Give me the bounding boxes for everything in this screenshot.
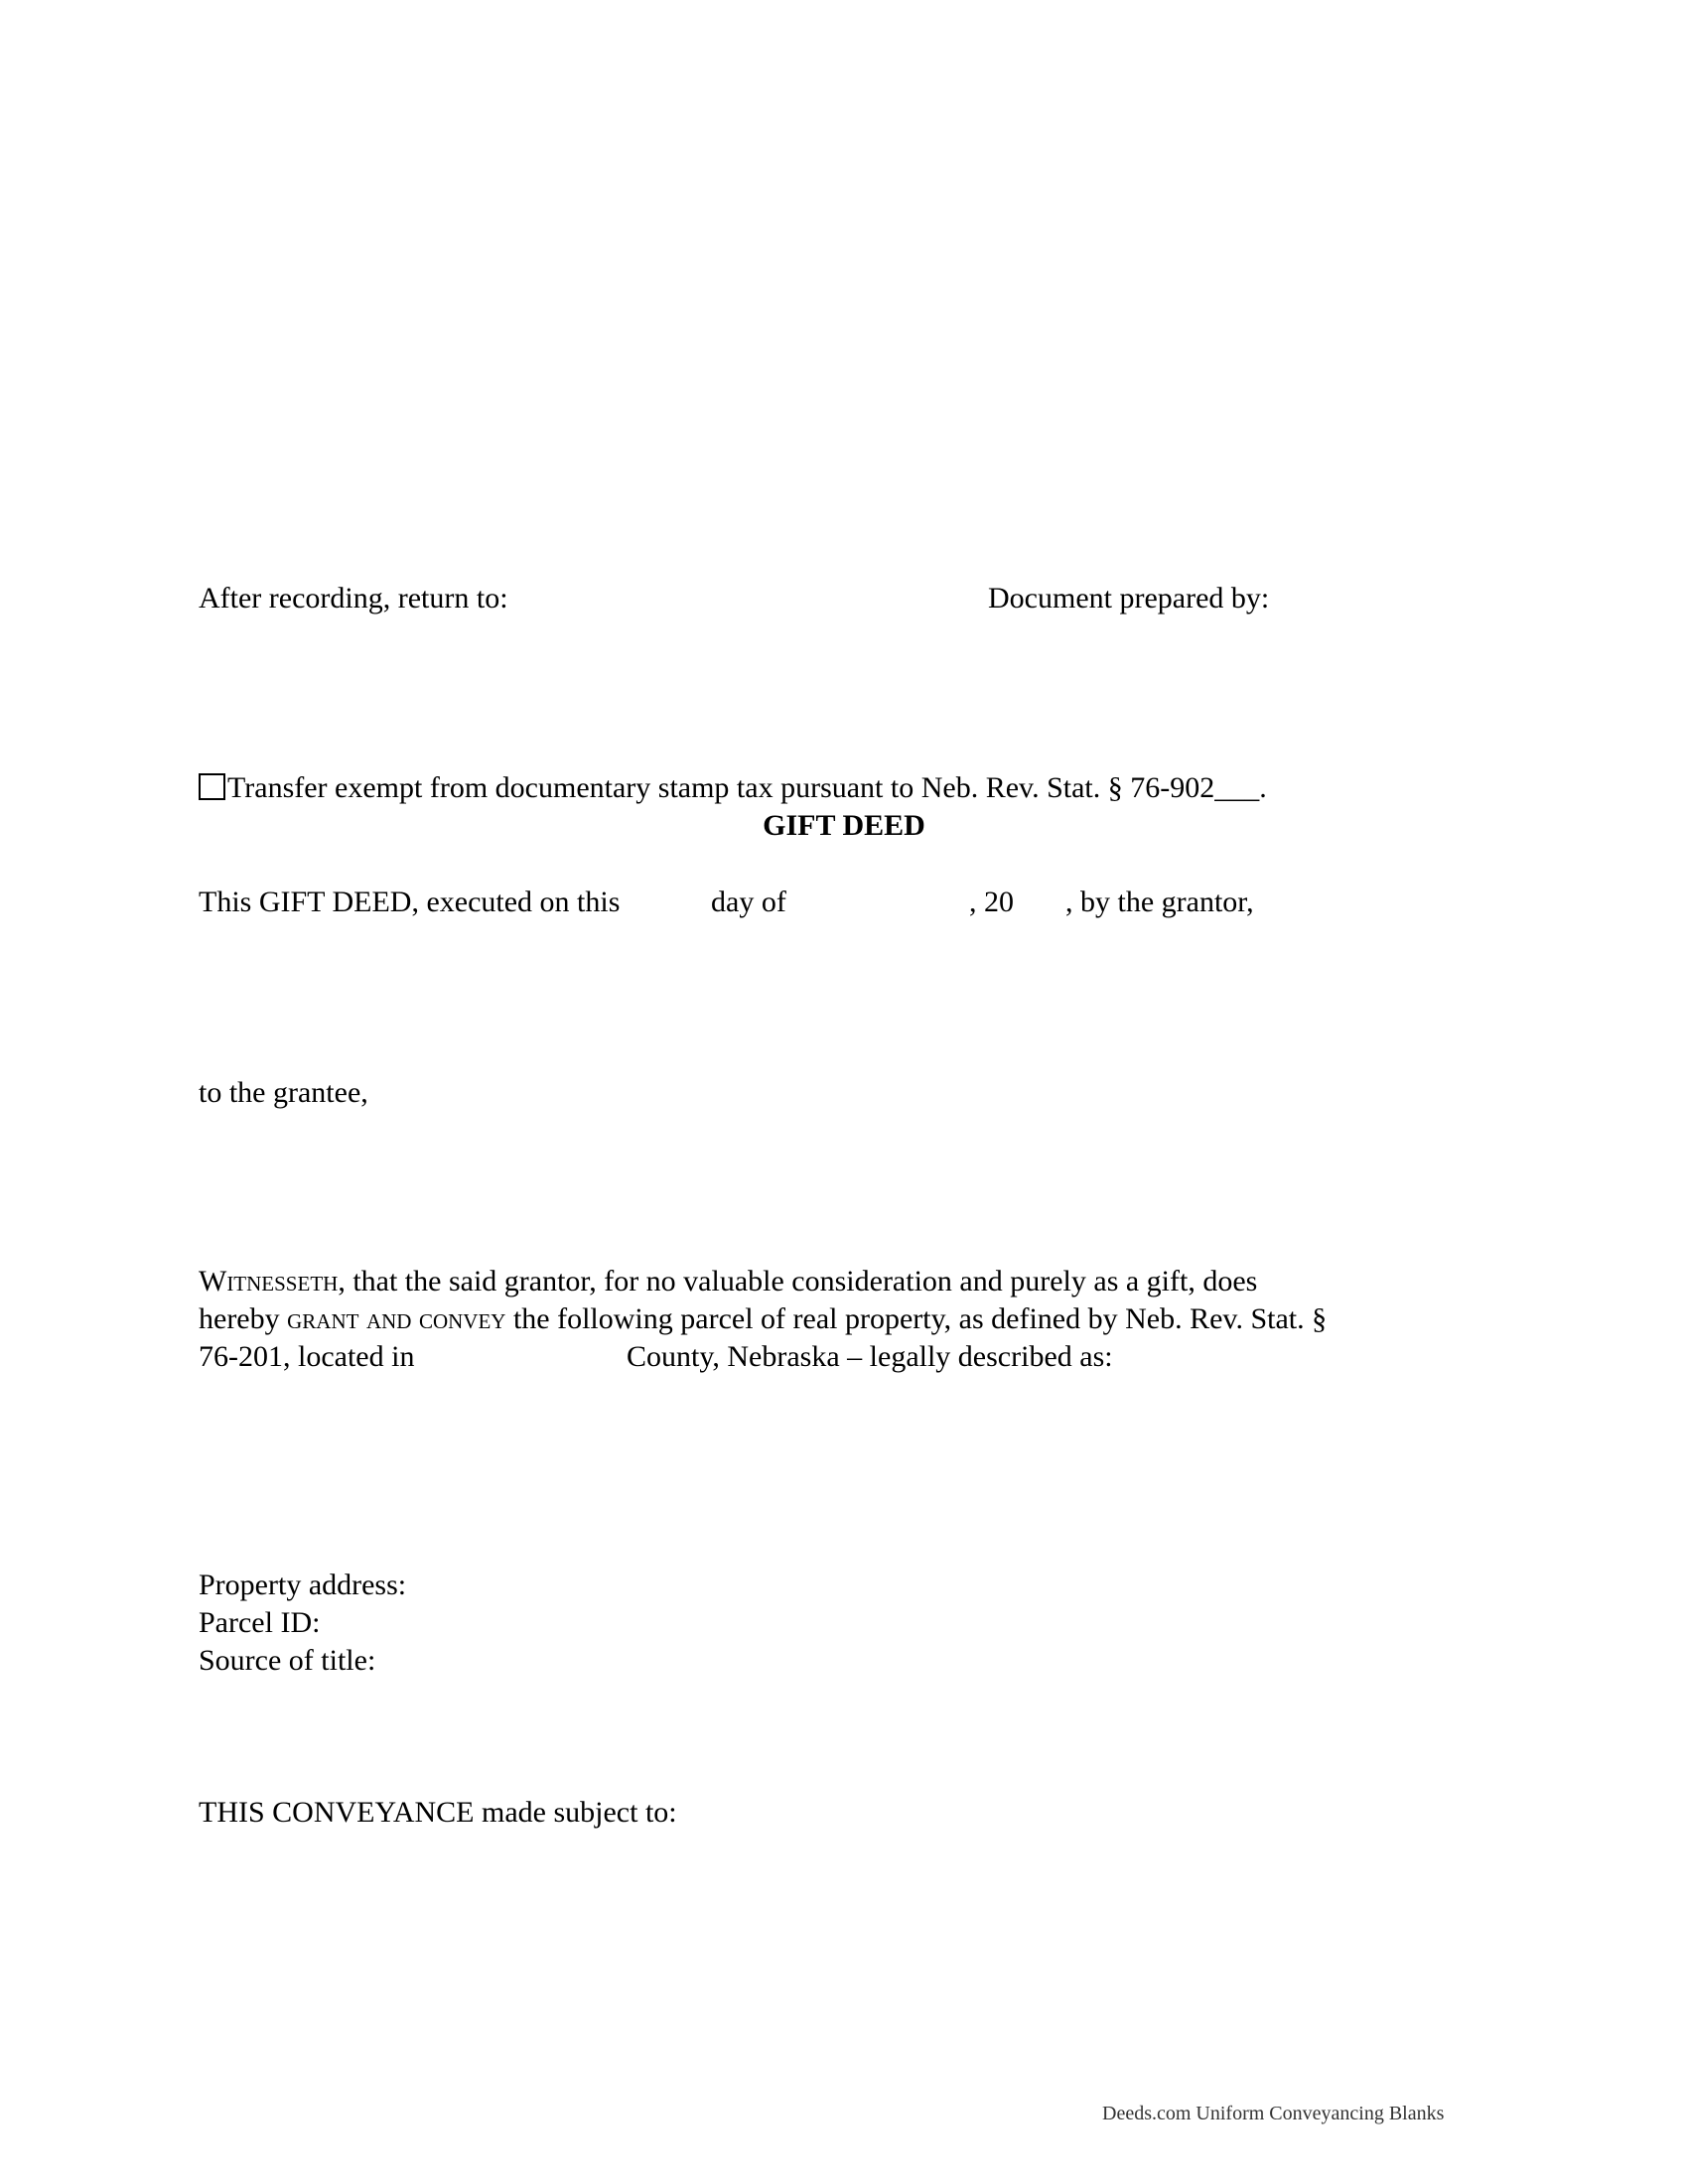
conveyance-line: THIS CONVEYANCE made subject to: [199,1796,677,1829]
opening-gift-deed: GIFT DEED [258,886,412,918]
opening-year: , 20 [969,886,1014,918]
witness-line-1 [199,1263,1257,1300]
property-address-label: Property address: [199,1569,407,1601]
exemption-checkbox[interactable] [199,773,225,800]
witness-hereby: hereby [199,1302,288,1335]
opening-this: This [199,886,259,918]
parcel-id-label: Parcel ID: [199,1606,321,1639]
source-of-title-label: Source of title: [199,1644,376,1677]
witness-line1-rest: , that the said grantor, for no valuable consideration and purely as a gift, does [338,1265,1258,1297]
witnesseth-lead: Witnesseth [199,1265,339,1297]
document-title: GIFT DEED [763,809,925,842]
grantee-line: to the grantee, [199,1076,368,1109]
opening-executed: , executed on this [411,886,621,918]
witness-line2-rest: the following parcel of real property, as defined by Neb. Rev. Stat. § [505,1302,1328,1335]
opening-by-grantor: , by the grantor, [1065,886,1254,918]
footer-text: Deeds.com Uniform Conveyancing Blanks [1102,2103,1445,2124]
prepared-by-label: Document prepared by: [988,582,1270,614]
opening-line [199,884,620,921]
opening-day-of: day of [711,886,786,918]
witness-line-3a: 76-201, located in [199,1340,415,1373]
witness-line-3b: County, Nebraska – legally described as: [627,1340,1113,1373]
exemption-line [199,769,1267,807]
witness-line-2 [199,1300,1327,1338]
return-to-label: After recording, return to: [199,582,508,614]
witness-grant-convey: grant and convey [287,1302,506,1335]
exemption-text: Transfer exempt from documentary stamp tax pursuant to Neb. Rev. Stat. § 76-902___. [227,771,1267,804]
